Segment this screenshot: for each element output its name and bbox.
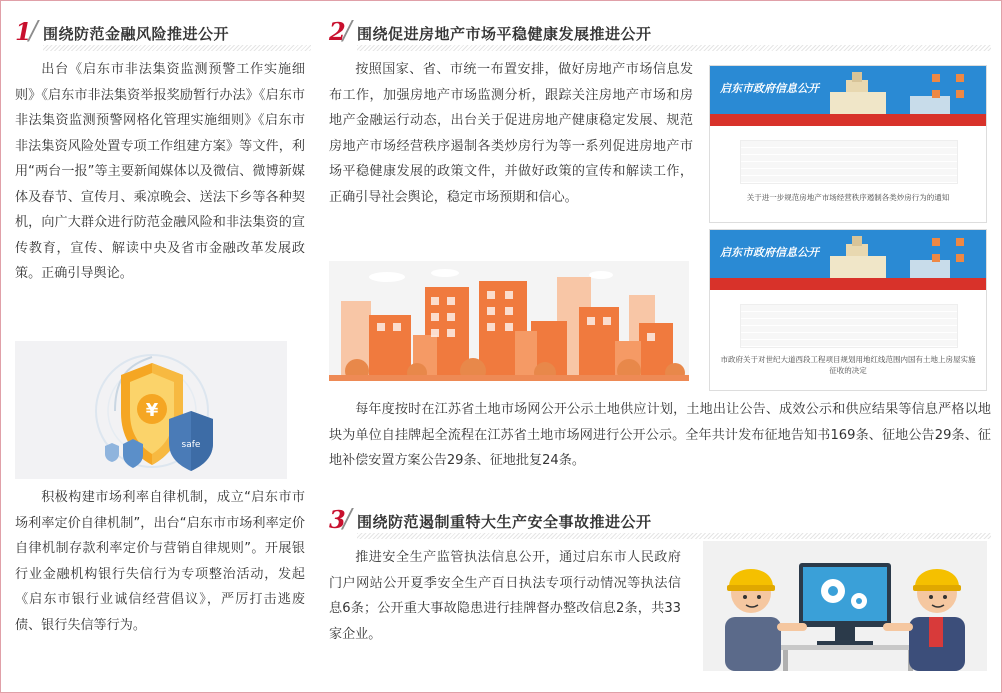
- screenshot-caption: 市政府关于对世纪大道西段工程项目规划用地红线范围内国有土地上房屋实施征收的决定: [720, 355, 976, 375]
- section-title: 围绕防范遏制重特大生产安全事故推进公开: [357, 513, 652, 531]
- section-rule: [43, 45, 311, 51]
- workers-illustration: [703, 541, 987, 671]
- section-slash: /: [343, 504, 352, 534]
- city-buildings-illustration: [329, 261, 689, 381]
- section-financial-risk: [15, 16, 305, 633]
- section-slash: /: [343, 16, 352, 46]
- screenshot-caption: 关于进一步规范房地产市场经营秩序遏制各类炒房行为的通知: [746, 193, 950, 202]
- paragraph: 积极构建市场利率自律机制，成立“启东市市场利率定价自律机制”，出台“启东市市场利率定价自律机制存款利率定价与营销自律规则”。开展银行业金融机构银行失信行为专项整治活动，发起《启东市银行业诚信经营倡议》，严厉打击逃废债、银行失信等行为。: [15, 490, 305, 633]
- paragraph: 推进安全生产监管执法信息公开，通过启东市人民政府门户网站公开夏季安全生产百日执法专项行动情况等执法信息6条；公开重大事故隐患进行挂牌督办整改信息2条，共33家企业。: [329, 550, 681, 642]
- section-header: [15, 16, 305, 53]
- section-real-estate: [329, 16, 991, 642]
- section-slash: /: [29, 16, 38, 46]
- section-number: 3: [329, 505, 346, 534]
- screenshot-banner-title: 启东市政府信息公开: [720, 246, 819, 259]
- screenshot-banner-title: 启东市政府信息公开: [720, 82, 819, 95]
- paragraph: 出台《启东市非法集资监测预警工作实施细则》《启东市非法集资举报奖励暂行办法》《启东市非法集资监测预警网格化管理实施细则》《启东市非法集资风险处置专项工作组建方案》等文件，利用“两台一报”等主要新闻媒体以及微信、微博新媒体及春节、宣传月、乘凉晚会、送法下乡等各种契机，向广大群众进行防范金融风险和非法集资的宣传教育，宣传、解读中央及省市金融改革发展政策。正确引导舆论。: [15, 62, 305, 281]
- paragraph: 每年度按时在江苏省土地市场网公开公示土地供应计划，土地出让公告、成效公示和供应结果等信息严格以地块为单位自挂牌起全流程在江苏省土地市场网进行公开公示。全年共计发布征地告知书169条、征地公告29条、征地补偿安置方案公告29条、征地批复24条。: [329, 402, 991, 468]
- section-number: 1: [15, 17, 32, 46]
- security-shield-image: [15, 341, 287, 479]
- section-work-safety: [329, 504, 991, 642]
- section-rule: [357, 533, 991, 539]
- screenshot-banner: [710, 230, 986, 278]
- screenshot-metadata-table: [740, 304, 958, 348]
- section-title: 围绕促进房地产市场平稳健康发展推进公开: [357, 25, 652, 43]
- section-header: [329, 504, 991, 541]
- section-header: [329, 16, 991, 53]
- section-title: 围绕防范金融风险推进公开: [43, 25, 230, 43]
- screenshot-metadata-table: [740, 140, 958, 184]
- shield-icon: [15, 341, 287, 479]
- screenshot-banner: [710, 66, 986, 114]
- section-number: 2: [329, 17, 346, 46]
- yuan-icon: ¥: [145, 400, 159, 421]
- webpage-screenshot: [709, 65, 987, 223]
- safe-badge-icon: safe: [181, 440, 201, 450]
- paragraph: 按照国家、省、市统一布置安排，做好房地产市场信息发布工作，加强房地产市场监测分析，跟踪关注房地产市场和房地产金融运行动态，出台关于促进房地产健康稳定发展、规范房地产市场经营秩序遏制各类炒房行为等一系列促进房地产市场平稳健康发展的政策文件，并做好政策的宣传和解读工作，正确引导社会舆论，稳定市场预期和信心。: [329, 62, 693, 205]
- section-rule: [357, 45, 991, 51]
- screenshot-nav: [710, 114, 986, 126]
- webpage-screenshot: [709, 229, 987, 391]
- screenshot-nav: [710, 278, 986, 290]
